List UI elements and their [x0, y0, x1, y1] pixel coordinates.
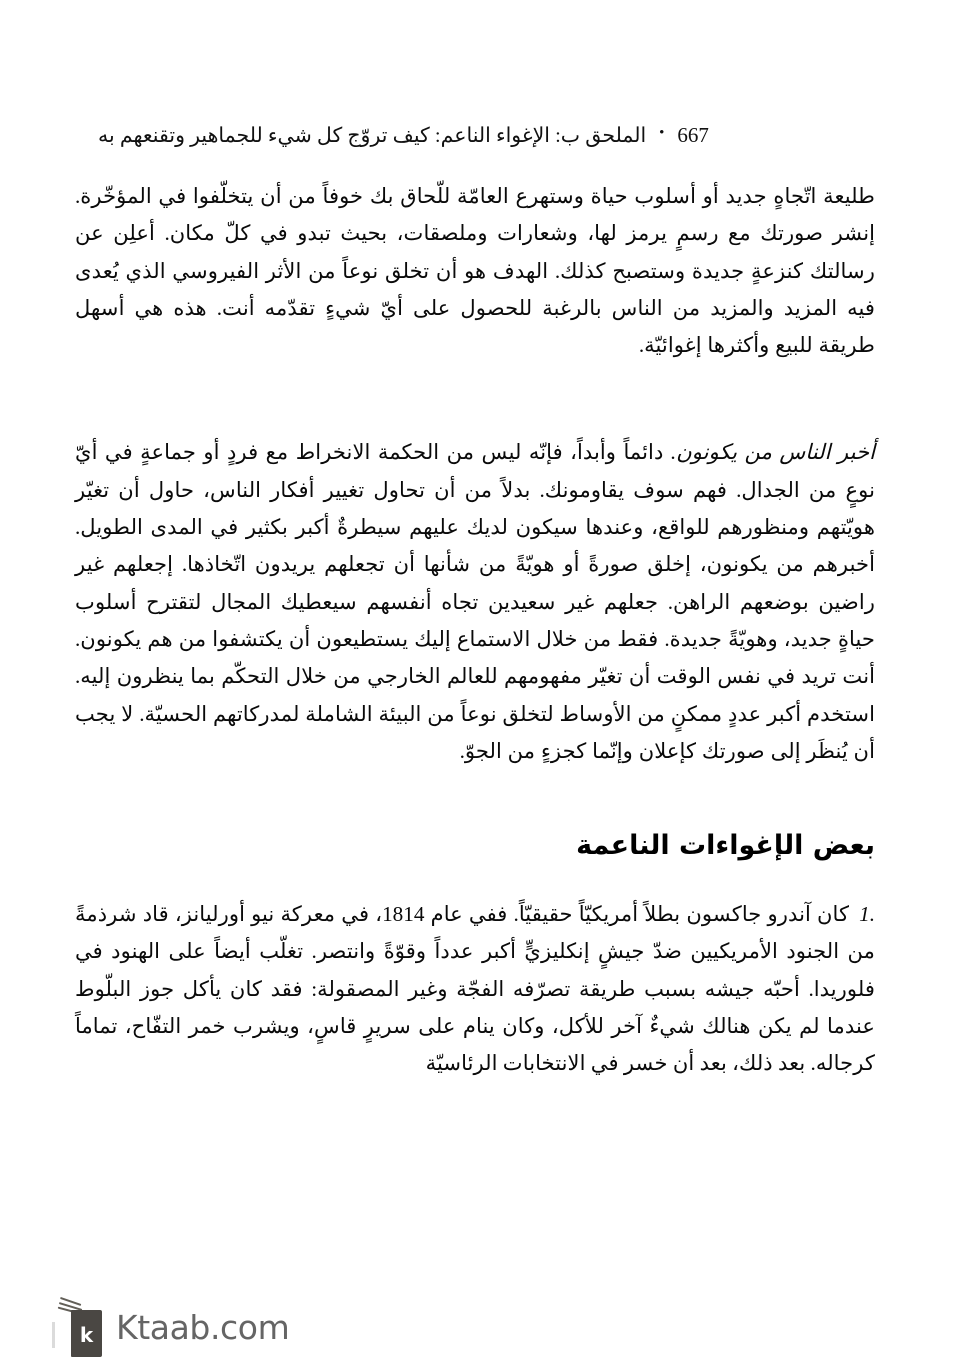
running-head-separator-bullet: •	[659, 124, 665, 141]
logo-sliver	[52, 1322, 55, 1348]
watermark-site-name: Ktaab.com	[116, 1307, 290, 1347]
watermark	[50, 1296, 289, 1358]
section-heading-block	[75, 826, 875, 866]
paragraph-2-text: دائماً وأبداً، فإنّه ليس من الحكمة الانخراط مع فردٍ أو جماعةٍ في أيّ نوعٍ من الجدال. فهم سوف يقاومونك. بدلاً من أن تحاول تغيير أفكار الناس، حاول أن تغيّر هويّتهم ومنظورهم للواقع، وعندها سيكون لديك عليهم سيطرةٌ أكبر بكثير في المدى الطويل. أخبرهم من يكونون، إخلق صورةً أو هويّةً من شأنها أن تجعلهم يريدون اتّخاذها. إجعلهم غير راضين بوضعهم الراهن. جعلهم غير سعيدين تجاه أنفسهم سيعطيك المجال لتقترح أسلوب حياةٍ جديد، وهويّةً جديدة. فقط من خلال الاستماع إليك يستطيعون أن يكتشفوا من هم يكونون. أنت تريد في نفس الوقت أن تغيّر مفهومهم للعالم الخارجي من خلال التحكّم بما ينظرون إليه. استخدم أكبر عددٍ ممكنٍ من الأوساط لتخلق نوعاً من البيئة الشاملة لمدركاتهم الحسيّة. لا يجب أن يُنظَر إلى صورتك كإعلان وإنّما كجزءٍ من الجوّ.	[75, 440, 875, 763]
book-logo-icon	[50, 1296, 106, 1358]
text-column	[75, 178, 875, 1083]
logo-letter: k	[79, 1322, 94, 1347]
paragraph-spacer	[75, 364, 875, 434]
body-paragraph-1: طليعة اتّجاهٍ جديد أو أسلوب حياة وستهرع العامّة للّحاق بك خوفاً من أن يتخلّفوا في المؤخّرة. إنشر صورتك مع رسمٍ يرمز لها، وشعارات وملصقات، بحيث تبدو في كلّ مكان. أعلِن عن رسالتك كنزعةٍ جديدة وستصبح كذلك. الهدف هو أن تخلق نوعاً من الأثر الفيروسي الذي يُعدى فيه المزيد والمزيد من الناس بالرغبة للحصول على أيّ شيءٍ تقدّمه أنت. هذه هي أسهل طريقة للبيع وأكثرها إغوائيّة.	[75, 184, 875, 358]
list-item-text: كان آندرو جاكسون بطلاً أمريكيّاً حقيقيّاً. ففي عام 1814، في معركة نيو أورليانز، قاد شرذمةً من الجنود الأمريكيين ضدّ جيشٍ إنكليزيٍّ أكبر عدداً وقوّةً وانتصر. تغلّب أيضاً على الهنود في فلوريدا. أحبّه جيشه بسبب طريقة تصرّفه الفجّة وغير المصقولة: فقد كان يأكل جوز البلّوط عندما لم يكن هنالك شيءٌ آخر للأكل، وكان ينام على سريرٍ قاسٍ، ويشرب خمر التفّاح، تماماً كرجاله. بعد ذلك، بعد أن خسر في الانتخابات الرئاسيّة	[75, 902, 875, 1076]
list-item-marker: 1.	[859, 902, 875, 927]
paragraph-2-italic-lead: أخبر الناس من يكونون.	[670, 440, 875, 465]
body-paragraph-2	[75, 434, 875, 770]
book-cover-icon	[71, 1310, 102, 1357]
running-head-title: الملحق ب: الإغواء الناعم: كيف تروّج كل شيء للجماهير وتقنعهم به	[98, 124, 647, 147]
list-item	[75, 896, 875, 1082]
section-heading: بعض الإغواءات الناعمة	[576, 830, 875, 862]
page-number: 667	[677, 122, 709, 147]
running-head	[98, 118, 875, 152]
